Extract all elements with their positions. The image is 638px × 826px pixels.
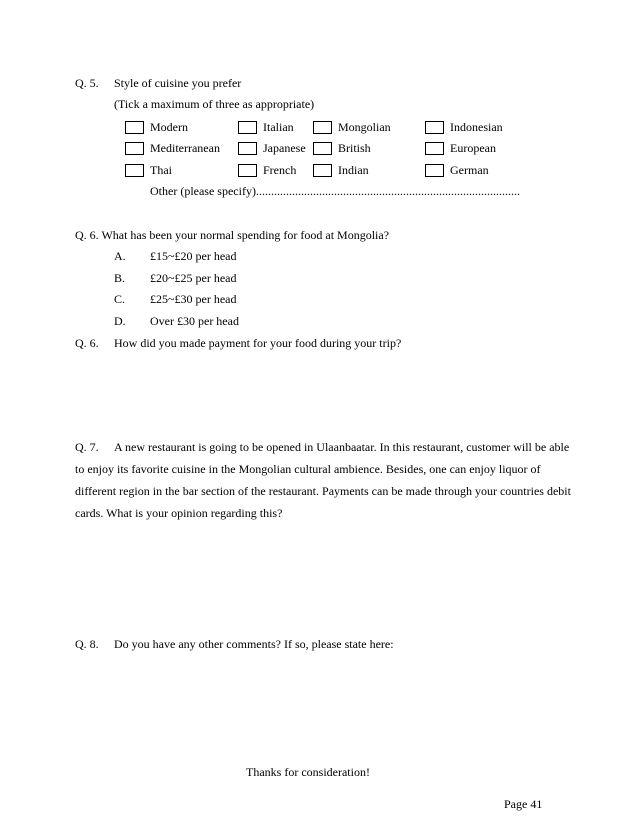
option-letter: C. xyxy=(114,292,126,306)
option-label: Indian xyxy=(338,163,369,177)
q8-question: Do you have any other comments? If so, please state here: xyxy=(114,637,394,651)
option-label: Indonesian xyxy=(450,120,503,134)
q6-payment-number: Q. 6. xyxy=(75,336,99,350)
checkbox-indian[interactable] xyxy=(313,164,332,177)
option-label: Thai xyxy=(150,163,172,177)
option-label: Mongolian xyxy=(338,120,391,134)
option-label: French xyxy=(263,163,297,177)
option-letter: B. xyxy=(114,271,126,285)
option-label: Japanese xyxy=(263,141,306,155)
thanks-text: Thanks for consideration! xyxy=(246,765,370,779)
q8-number: Q. 8. xyxy=(75,637,99,651)
option-label: Modern xyxy=(150,120,188,134)
option-label: European xyxy=(450,141,496,155)
q5-number: Q. 5. xyxy=(75,76,99,90)
checkbox-european[interactable] xyxy=(425,142,444,155)
q7-question: A new restaurant is going to be opened in Ulaanbaatar. In this restaurant, customer will be able to enjoy its favorite cuisine in the Mongolian cultural ambience. Besides, one can enjoy liquor of different region in the bar section of the restaurant. Payments can be made through your countries debit cards. What is your opinion regarding this? xyxy=(75,440,571,520)
checkbox-japanese[interactable] xyxy=(238,142,257,155)
q6-spending-question: Q. 6. What has been your normal spending for food at Mongolia? xyxy=(75,228,390,242)
checkbox-mongolian[interactable] xyxy=(313,121,332,134)
checkbox-german[interactable] xyxy=(425,164,444,177)
option-text: £20~£25 per head xyxy=(150,271,237,285)
checkbox-indonesian[interactable] xyxy=(425,121,444,134)
checkbox-thai[interactable] xyxy=(125,164,144,177)
option-letter: D. xyxy=(114,314,126,328)
option-letter: A. xyxy=(114,249,126,263)
q5-instruction: (Tick a maximum of three as appropriate) xyxy=(114,97,315,111)
checkbox-italian[interactable] xyxy=(238,121,257,134)
option-text: Over £30 per head xyxy=(150,314,239,328)
option-text: £15~£20 per head xyxy=(150,249,237,263)
other-specify-line[interactable]: Other (please specify)........................................................................................ xyxy=(150,184,520,198)
checkbox-mediterranean[interactable] xyxy=(125,142,144,155)
checkbox-modern[interactable] xyxy=(125,121,144,134)
q7-block xyxy=(75,436,575,524)
option-label: British xyxy=(338,141,371,155)
q7-number: Q. 7. xyxy=(75,440,99,454)
option-label: Mediterranean xyxy=(150,141,220,155)
checkbox-british[interactable] xyxy=(313,142,332,155)
option-label: Italian xyxy=(263,120,294,134)
option-label: German xyxy=(450,163,489,177)
option-text: £25~£30 per head xyxy=(150,292,237,306)
q6-payment-question: How did you made payment for your food during your trip? xyxy=(114,336,402,350)
q5-question: Style of cuisine you prefer xyxy=(114,76,242,90)
checkbox-french[interactable] xyxy=(238,164,257,177)
page-number: Page 41 xyxy=(504,797,543,811)
